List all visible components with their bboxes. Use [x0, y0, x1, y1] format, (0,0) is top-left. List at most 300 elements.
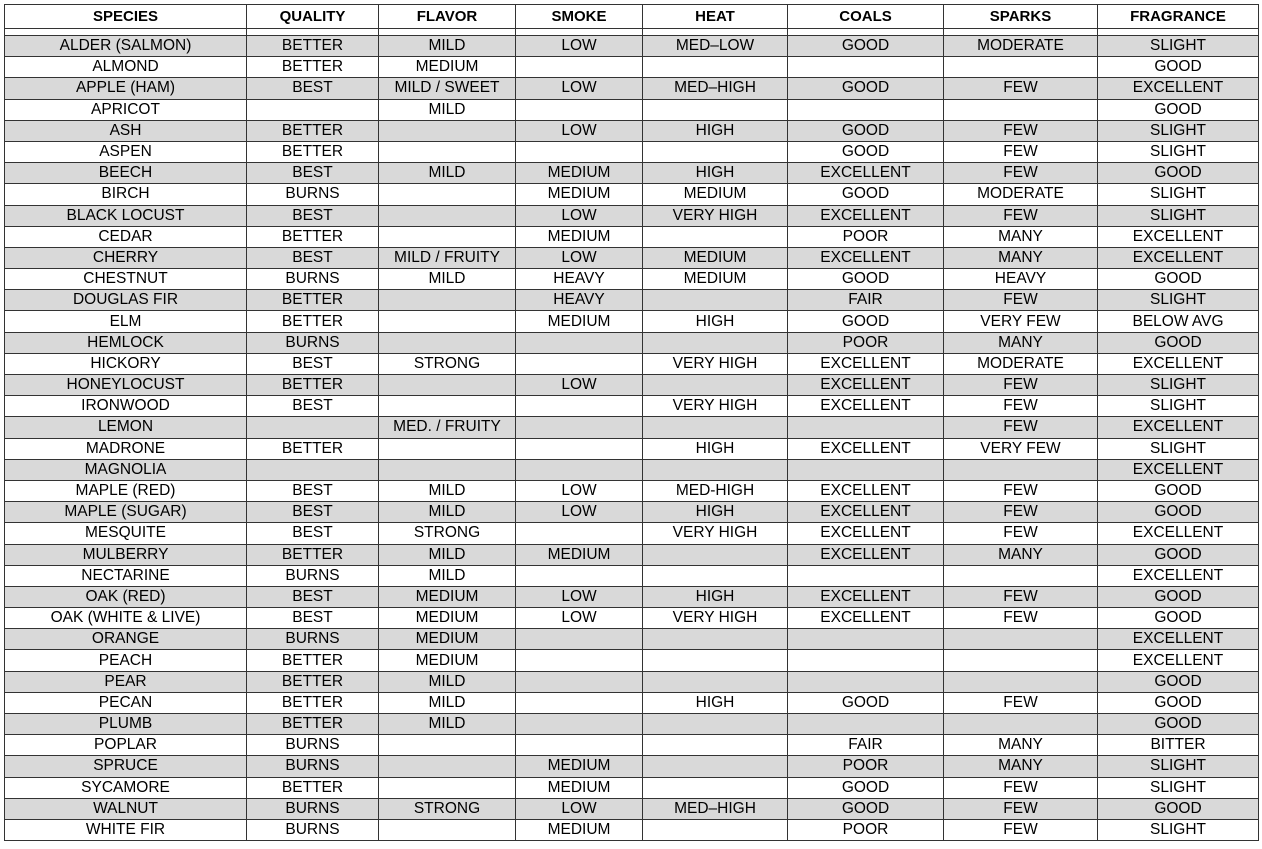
cell-smoke: MEDIUM	[516, 163, 643, 184]
table-row	[5, 608, 1259, 629]
cell-flavor	[379, 459, 516, 480]
cell-fragrance: GOOD	[1098, 714, 1259, 735]
table-row	[5, 459, 1259, 480]
cell-fragrance: BELOW AVG	[1098, 311, 1259, 332]
cell-sparks: FEW	[944, 798, 1098, 819]
cell-sparks: MODERATE	[944, 184, 1098, 205]
cell-heat: HIGH	[643, 163, 788, 184]
cell-quality: BETTER	[247, 311, 379, 332]
cell-sparks	[944, 459, 1098, 480]
cell-smoke	[516, 99, 643, 120]
cell-fragrance: GOOD	[1098, 798, 1259, 819]
cell-species: APRICOT	[5, 99, 247, 120]
cell-heat: MED–HIGH	[643, 798, 788, 819]
table-row	[5, 735, 1259, 756]
cell-sparks: FEW	[944, 523, 1098, 544]
cell-smoke: LOW	[516, 78, 643, 99]
cell-smoke	[516, 629, 643, 650]
cell-fragrance: SLIGHT	[1098, 141, 1259, 162]
cell-flavor	[379, 290, 516, 311]
cell-fragrance: GOOD	[1098, 269, 1259, 290]
cell-flavor: MEDIUM	[379, 57, 516, 78]
cell-coals: GOOD	[788, 798, 944, 819]
cell-heat: HIGH	[643, 438, 788, 459]
cell-sparks: MANY	[944, 247, 1098, 268]
cell-flavor	[379, 396, 516, 417]
cell-sparks	[944, 99, 1098, 120]
header-fragrance: FRAGRANCE	[1098, 5, 1259, 29]
cell-fragrance: GOOD	[1098, 99, 1259, 120]
cell-coals: EXCELLENT	[788, 438, 944, 459]
cell-coals: EXCELLENT	[788, 163, 944, 184]
cell-quality: BEST	[247, 205, 379, 226]
cell-heat: VERY HIGH	[643, 523, 788, 544]
cell-flavor: MILD	[379, 36, 516, 57]
cell-smoke	[516, 671, 643, 692]
cell-flavor: MILD	[379, 544, 516, 565]
cell-fragrance: GOOD	[1098, 502, 1259, 523]
cell-sparks	[944, 671, 1098, 692]
cell-fragrance: EXCELLENT	[1098, 459, 1259, 480]
cell-heat: MED-HIGH	[643, 480, 788, 501]
cell-smoke	[516, 459, 643, 480]
cell-sparks: FEW	[944, 480, 1098, 501]
table-row	[5, 586, 1259, 607]
cell-heat	[643, 714, 788, 735]
cell-fragrance: SLIGHT	[1098, 120, 1259, 141]
cell-species: BEECH	[5, 163, 247, 184]
cell-sparks: FEW	[944, 586, 1098, 607]
cell-species: SYCAMORE	[5, 777, 247, 798]
cell-fragrance: EXCELLENT	[1098, 629, 1259, 650]
cell-flavor	[379, 735, 516, 756]
cell-coals: EXCELLENT	[788, 523, 944, 544]
table-row	[5, 502, 1259, 523]
cell-heat	[643, 290, 788, 311]
cell-coals: POOR	[788, 332, 944, 353]
cell-smoke	[516, 57, 643, 78]
cell-species: ELM	[5, 311, 247, 332]
cell-flavor	[379, 438, 516, 459]
cell-quality	[247, 99, 379, 120]
cell-coals: GOOD	[788, 777, 944, 798]
cell-heat: VERY HIGH	[643, 205, 788, 226]
cell-coals: EXCELLENT	[788, 502, 944, 523]
header-sparks: SPARKS	[944, 5, 1098, 29]
cell-coals: EXCELLENT	[788, 353, 944, 374]
cell-flavor	[379, 226, 516, 247]
table-row	[5, 798, 1259, 819]
spacer-cell	[516, 29, 643, 36]
cell-smoke	[516, 735, 643, 756]
table-row	[5, 184, 1259, 205]
cell-quality: BURNS	[247, 756, 379, 777]
cell-species: CHESTNUT	[5, 269, 247, 290]
cell-quality: BURNS	[247, 819, 379, 840]
cell-species: HEMLOCK	[5, 332, 247, 353]
cell-heat: MEDIUM	[643, 184, 788, 205]
cell-quality: BEST	[247, 78, 379, 99]
cell-species: PEAR	[5, 671, 247, 692]
cell-coals: EXCELLENT	[788, 544, 944, 565]
cell-smoke	[516, 417, 643, 438]
header-heat: HEAT	[643, 5, 788, 29]
cell-flavor: MEDIUM	[379, 629, 516, 650]
cell-species: ORANGE	[5, 629, 247, 650]
table-row	[5, 756, 1259, 777]
cell-sparks: FEW	[944, 375, 1098, 396]
cell-fragrance: GOOD	[1098, 586, 1259, 607]
header-flavor: FLAVOR	[379, 5, 516, 29]
table-row	[5, 777, 1259, 798]
cell-quality: BETTER	[247, 226, 379, 247]
cell-species: MESQUITE	[5, 523, 247, 544]
cell-fragrance: SLIGHT	[1098, 438, 1259, 459]
cell-flavor: MED. / FRUITY	[379, 417, 516, 438]
cell-coals: EXCELLENT	[788, 480, 944, 501]
cell-sparks: VERY FEW	[944, 438, 1098, 459]
cell-smoke	[516, 438, 643, 459]
cell-fragrance: EXCELLENT	[1098, 523, 1259, 544]
cell-species: IRONWOOD	[5, 396, 247, 417]
cell-sparks: HEAVY	[944, 269, 1098, 290]
cell-heat	[643, 777, 788, 798]
cell-heat: HIGH	[643, 311, 788, 332]
cell-smoke: LOW	[516, 502, 643, 523]
cell-flavor: MEDIUM	[379, 586, 516, 607]
cell-species: MAGNOLIA	[5, 459, 247, 480]
table-row	[5, 671, 1259, 692]
cell-fragrance: EXCELLENT	[1098, 650, 1259, 671]
cell-heat	[643, 650, 788, 671]
cell-smoke	[516, 714, 643, 735]
cell-heat: HIGH	[643, 586, 788, 607]
cell-smoke	[516, 650, 643, 671]
cell-quality: BEST	[247, 480, 379, 501]
cell-species: MAPLE (RED)	[5, 480, 247, 501]
cell-coals: GOOD	[788, 120, 944, 141]
cell-species: DOUGLAS FIR	[5, 290, 247, 311]
cell-species: APPLE (HAM)	[5, 78, 247, 99]
cell-quality: BURNS	[247, 332, 379, 353]
cell-quality	[247, 459, 379, 480]
cell-sparks: FEW	[944, 290, 1098, 311]
cell-sparks: FEW	[944, 417, 1098, 438]
cell-fragrance: SLIGHT	[1098, 184, 1259, 205]
table-row	[5, 57, 1259, 78]
cell-heat: MEDIUM	[643, 247, 788, 268]
cell-heat	[643, 671, 788, 692]
cell-quality: BEST	[247, 523, 379, 544]
cell-flavor: MILD	[379, 671, 516, 692]
cell-sparks: MODERATE	[944, 36, 1098, 57]
table-row	[5, 269, 1259, 290]
table-row	[5, 480, 1259, 501]
cell-sparks: FEW	[944, 502, 1098, 523]
cell-smoke	[516, 332, 643, 353]
header-row	[5, 5, 1259, 29]
table-row	[5, 226, 1259, 247]
cell-fragrance: EXCELLENT	[1098, 565, 1259, 586]
cell-coals	[788, 57, 944, 78]
cell-flavor: MILD / FRUITY	[379, 247, 516, 268]
cell-species: BLACK LOCUST	[5, 205, 247, 226]
cell-smoke	[516, 141, 643, 162]
cell-sparks: FEW	[944, 163, 1098, 184]
cell-sparks: FEW	[944, 205, 1098, 226]
cell-species: MADRONE	[5, 438, 247, 459]
cell-fragrance: SLIGHT	[1098, 396, 1259, 417]
cell-quality: BETTER	[247, 714, 379, 735]
cell-sparks	[944, 565, 1098, 586]
cell-fragrance: SLIGHT	[1098, 819, 1259, 840]
cell-fragrance: BITTER	[1098, 735, 1259, 756]
cell-coals	[788, 565, 944, 586]
cell-fragrance: GOOD	[1098, 671, 1259, 692]
cell-species: NECTARINE	[5, 565, 247, 586]
cell-sparks: MANY	[944, 226, 1098, 247]
table-row	[5, 99, 1259, 120]
wood-species-table	[4, 4, 1259, 841]
cell-coals: POOR	[788, 756, 944, 777]
cell-fragrance: GOOD	[1098, 544, 1259, 565]
cell-fragrance: SLIGHT	[1098, 36, 1259, 57]
table-row	[5, 692, 1259, 713]
cell-quality: BEST	[247, 608, 379, 629]
cell-coals: GOOD	[788, 269, 944, 290]
cell-fragrance: EXCELLENT	[1098, 226, 1259, 247]
cell-flavor	[379, 332, 516, 353]
cell-quality: BETTER	[247, 777, 379, 798]
cell-flavor: MILD	[379, 99, 516, 120]
spacer-cell	[643, 29, 788, 36]
header-quality: QUALITY	[247, 5, 379, 29]
table-row	[5, 714, 1259, 735]
cell-smoke: LOW	[516, 480, 643, 501]
cell-sparks: MANY	[944, 544, 1098, 565]
cell-smoke: HEAVY	[516, 290, 643, 311]
cell-species: PECAN	[5, 692, 247, 713]
cell-smoke: LOW	[516, 36, 643, 57]
cell-sparks	[944, 650, 1098, 671]
cell-fragrance: SLIGHT	[1098, 205, 1259, 226]
cell-coals	[788, 714, 944, 735]
table-row	[5, 819, 1259, 840]
cell-species: MAPLE (SUGAR)	[5, 502, 247, 523]
cell-fragrance: GOOD	[1098, 608, 1259, 629]
cell-species: BIRCH	[5, 184, 247, 205]
cell-fragrance: EXCELLENT	[1098, 247, 1259, 268]
cell-quality: BEST	[247, 163, 379, 184]
cell-heat: MEDIUM	[643, 269, 788, 290]
cell-species: HONEYLOCUST	[5, 375, 247, 396]
cell-coals: POOR	[788, 819, 944, 840]
cell-smoke: MEDIUM	[516, 184, 643, 205]
table-body	[5, 36, 1259, 841]
cell-sparks	[944, 57, 1098, 78]
cell-smoke: MEDIUM	[516, 544, 643, 565]
cell-quality: BEST	[247, 247, 379, 268]
cell-sparks	[944, 714, 1098, 735]
cell-smoke: MEDIUM	[516, 226, 643, 247]
table-row	[5, 544, 1259, 565]
cell-quality	[247, 417, 379, 438]
cell-coals: EXCELLENT	[788, 247, 944, 268]
table-row	[5, 205, 1259, 226]
cell-sparks: FEW	[944, 692, 1098, 713]
cell-smoke	[516, 396, 643, 417]
cell-species: PLUMB	[5, 714, 247, 735]
cell-smoke	[516, 692, 643, 713]
table-row	[5, 565, 1259, 586]
cell-species: OAK (RED)	[5, 586, 247, 607]
cell-heat: MED–LOW	[643, 36, 788, 57]
cell-heat	[643, 375, 788, 396]
cell-quality: BURNS	[247, 269, 379, 290]
cell-flavor: MEDIUM	[379, 650, 516, 671]
cell-heat	[643, 735, 788, 756]
table-row	[5, 311, 1259, 332]
cell-species: POPLAR	[5, 735, 247, 756]
header-species: SPECIES	[5, 5, 247, 29]
cell-heat	[643, 629, 788, 650]
cell-heat	[643, 756, 788, 777]
cell-heat: VERY HIGH	[643, 608, 788, 629]
cell-heat	[643, 57, 788, 78]
cell-quality: BETTER	[247, 692, 379, 713]
spacer-cell	[788, 29, 944, 36]
cell-fragrance: SLIGHT	[1098, 290, 1259, 311]
cell-flavor	[379, 184, 516, 205]
cell-fragrance: EXCELLENT	[1098, 353, 1259, 374]
cell-smoke: HEAVY	[516, 269, 643, 290]
table-row	[5, 247, 1259, 268]
cell-heat	[643, 141, 788, 162]
cell-flavor: MILD	[379, 565, 516, 586]
cell-fragrance: SLIGHT	[1098, 756, 1259, 777]
cell-coals	[788, 671, 944, 692]
cell-flavor	[379, 120, 516, 141]
cell-heat	[643, 544, 788, 565]
table-row	[5, 396, 1259, 417]
cell-quality: BURNS	[247, 735, 379, 756]
table-row	[5, 78, 1259, 99]
cell-quality: BETTER	[247, 438, 379, 459]
cell-coals: POOR	[788, 226, 944, 247]
cell-heat	[643, 332, 788, 353]
cell-heat: MED–HIGH	[643, 78, 788, 99]
table-row	[5, 650, 1259, 671]
cell-species: CEDAR	[5, 226, 247, 247]
cell-heat	[643, 226, 788, 247]
cell-coals: FAIR	[788, 290, 944, 311]
cell-fragrance: GOOD	[1098, 57, 1259, 78]
spacer-cell	[379, 29, 516, 36]
spacer-cell	[944, 29, 1098, 36]
cell-smoke	[516, 523, 643, 544]
cell-species: OAK (WHITE & LIVE)	[5, 608, 247, 629]
cell-heat: HIGH	[643, 692, 788, 713]
cell-fragrance: SLIGHT	[1098, 375, 1259, 396]
cell-coals: EXCELLENT	[788, 375, 944, 396]
cell-heat: VERY HIGH	[643, 353, 788, 374]
cell-quality: BETTER	[247, 375, 379, 396]
cell-sparks: FEW	[944, 141, 1098, 162]
cell-flavor	[379, 205, 516, 226]
table-row	[5, 290, 1259, 311]
cell-flavor	[379, 756, 516, 777]
cell-sparks: MANY	[944, 735, 1098, 756]
cell-coals: FAIR	[788, 735, 944, 756]
cell-smoke: LOW	[516, 586, 643, 607]
cell-species: PEACH	[5, 650, 247, 671]
cell-species: MULBERRY	[5, 544, 247, 565]
cell-species: ASH	[5, 120, 247, 141]
cell-flavor: MILD	[379, 692, 516, 713]
cell-sparks: FEW	[944, 78, 1098, 99]
table-row	[5, 417, 1259, 438]
cell-sparks: MANY	[944, 756, 1098, 777]
cell-coals: GOOD	[788, 692, 944, 713]
cell-quality: BURNS	[247, 565, 379, 586]
cell-quality: BURNS	[247, 798, 379, 819]
cell-coals: GOOD	[788, 36, 944, 57]
cell-coals	[788, 650, 944, 671]
cell-quality: BURNS	[247, 629, 379, 650]
cell-species: SPRUCE	[5, 756, 247, 777]
cell-quality: BEST	[247, 353, 379, 374]
cell-quality: BURNS	[247, 184, 379, 205]
spacer-cell	[247, 29, 379, 36]
cell-fragrance: GOOD	[1098, 332, 1259, 353]
table-row	[5, 523, 1259, 544]
header-spacer-row	[5, 29, 1259, 36]
cell-coals: EXCELLENT	[788, 608, 944, 629]
cell-fragrance: GOOD	[1098, 692, 1259, 713]
cell-sparks: FEW	[944, 396, 1098, 417]
cell-smoke	[516, 565, 643, 586]
cell-smoke: LOW	[516, 375, 643, 396]
cell-quality: BETTER	[247, 36, 379, 57]
cell-flavor	[379, 141, 516, 162]
cell-flavor: MILD	[379, 502, 516, 523]
table-row	[5, 375, 1259, 396]
cell-coals	[788, 417, 944, 438]
cell-quality: BEST	[247, 396, 379, 417]
cell-sparks: FEW	[944, 120, 1098, 141]
cell-flavor	[379, 777, 516, 798]
cell-sparks: FEW	[944, 608, 1098, 629]
cell-heat: HIGH	[643, 120, 788, 141]
cell-fragrance: SLIGHT	[1098, 777, 1259, 798]
cell-smoke: LOW	[516, 798, 643, 819]
cell-quality: BETTER	[247, 290, 379, 311]
cell-sparks: FEW	[944, 819, 1098, 840]
cell-smoke: MEDIUM	[516, 777, 643, 798]
cell-species: ALDER (SALMON)	[5, 36, 247, 57]
header-smoke: SMOKE	[516, 5, 643, 29]
cell-heat	[643, 99, 788, 120]
cell-quality: BETTER	[247, 544, 379, 565]
cell-species: ASPEN	[5, 141, 247, 162]
cell-sparks	[944, 629, 1098, 650]
cell-heat: VERY HIGH	[643, 396, 788, 417]
cell-fragrance: EXCELLENT	[1098, 417, 1259, 438]
cell-species: HICKORY	[5, 353, 247, 374]
cell-fragrance: GOOD	[1098, 163, 1259, 184]
cell-smoke: LOW	[516, 247, 643, 268]
cell-coals	[788, 459, 944, 480]
